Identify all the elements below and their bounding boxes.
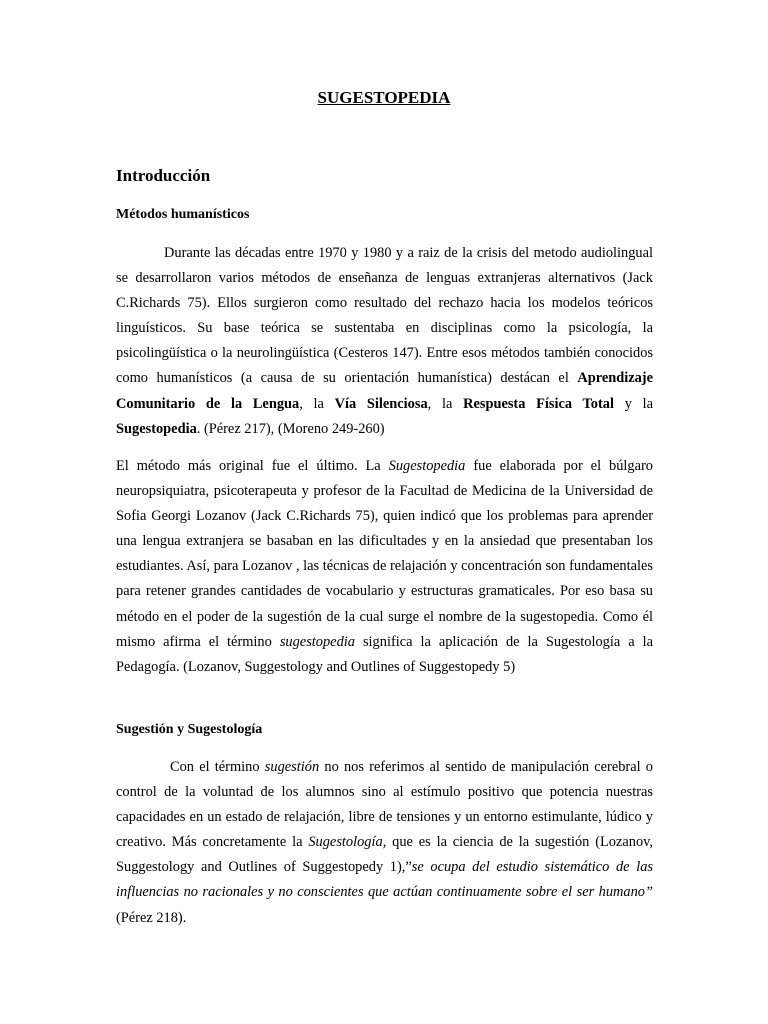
document-title: SUGESTOPEDIA	[317, 88, 451, 107]
paragraph-text: significa la aplicación de la Sugestología a la Pedagogía. (Lozanov, Suggestology and Outlines of Suggestopedy 5)	[116, 633, 653, 675]
bold-term: Vía Silenciosa	[334, 395, 428, 412]
paragraph-text: Con el término	[170, 759, 265, 775]
paragraph-text: y la	[614, 395, 653, 412]
bold-term: Sugestopedia	[116, 420, 197, 437]
italic-term: sugestopedia	[279, 633, 355, 650]
bold-term: Respuesta Física Total	[463, 395, 614, 412]
bold-term: Aprendizaje Comunitario de la Lengua	[116, 370, 653, 412]
paragraph-text: , la	[299, 395, 335, 412]
paragraph-text: , la	[427, 395, 464, 412]
heading-metodos-humanisticos: Métodos humanísticos	[116, 207, 250, 222]
heading-introduccion: Introducción	[116, 166, 211, 185]
paragraph-text: (Pérez 218).	[116, 909, 187, 926]
italic-term: Sugestopedia	[388, 458, 466, 474]
heading-sugestion-sugestologia: Sugestión y Sugestología	[116, 722, 263, 737]
paragraph-sugestion	[116, 755, 653, 931]
paragraph-metodos	[116, 241, 653, 442]
italic-term: sugestión	[264, 759, 320, 775]
paragraph-text: Durante las décadas entre 1970 y 1980 y a raiz de la crisis del metodo audiolingual se desarrollaron varios métodos de enseñanza de lenguas extranjeras alternativos (Jack C.Richards 75). Ellos surgieron como resultado del rechazo hacia los modelos teóricos linguísticos. Su base teórica se sustentaba en disciplinas como la psicología, la psicolingüística o la neurolingüística (Cesteros 147). Entre esos métodos también conocidos como humanísticos (a causa de su orientación humanística) destácan el	[116, 245, 653, 387]
italic-term: Sugestología,	[308, 834, 387, 851]
paragraph-sugestopedia-origin	[116, 454, 653, 680]
paragraph-text: . (Pérez 217), (Moreno 249-260)	[196, 420, 385, 437]
italic-quote: se ocupa del estudio sistemático de las influencias no racionales y no conscientes que actúan continuamente sobre el ser humano”	[116, 859, 653, 901]
paragraph-text: no nos referimos al sentido de manipulación cerebral o control de la voluntad de los alumnos sino al estímulo positivo que potencia nuestras capacidades en un estado de relajación, libre de tensiones y un entorno estimulante, lúdico y creativo. Más concretamente la	[116, 759, 653, 851]
paragraph-text: que es la ciencia de la sugestión (Lozanov, Suggestology and Outlines of Suggestopedy 1),”	[116, 834, 653, 876]
paragraph-text: fue elaborada por el búlgaro neuropsiquiatra, psicoterapeuta y profesor de la Facultad de Medicina de la Universidad de Sofia Georgi Lozanov (Jack C.Richards 75), quien indicó que los problemas para aprender una lengua extranjera se basaban en las dificultades y en la ansiedad que presentaban los estudiantes. Así, para Lozanov , las técnicas de relajación y concentración son fundamentales para retener grandes cantidades de vocabulario y estructuras gramaticales. Por eso basa su método en el poder de la sugestión de la cual surge el nombre de la sugestopedia. Como él mismo afirma el término	[116, 458, 653, 650]
paragraph-text: El método más original fue el último. La	[116, 458, 389, 474]
